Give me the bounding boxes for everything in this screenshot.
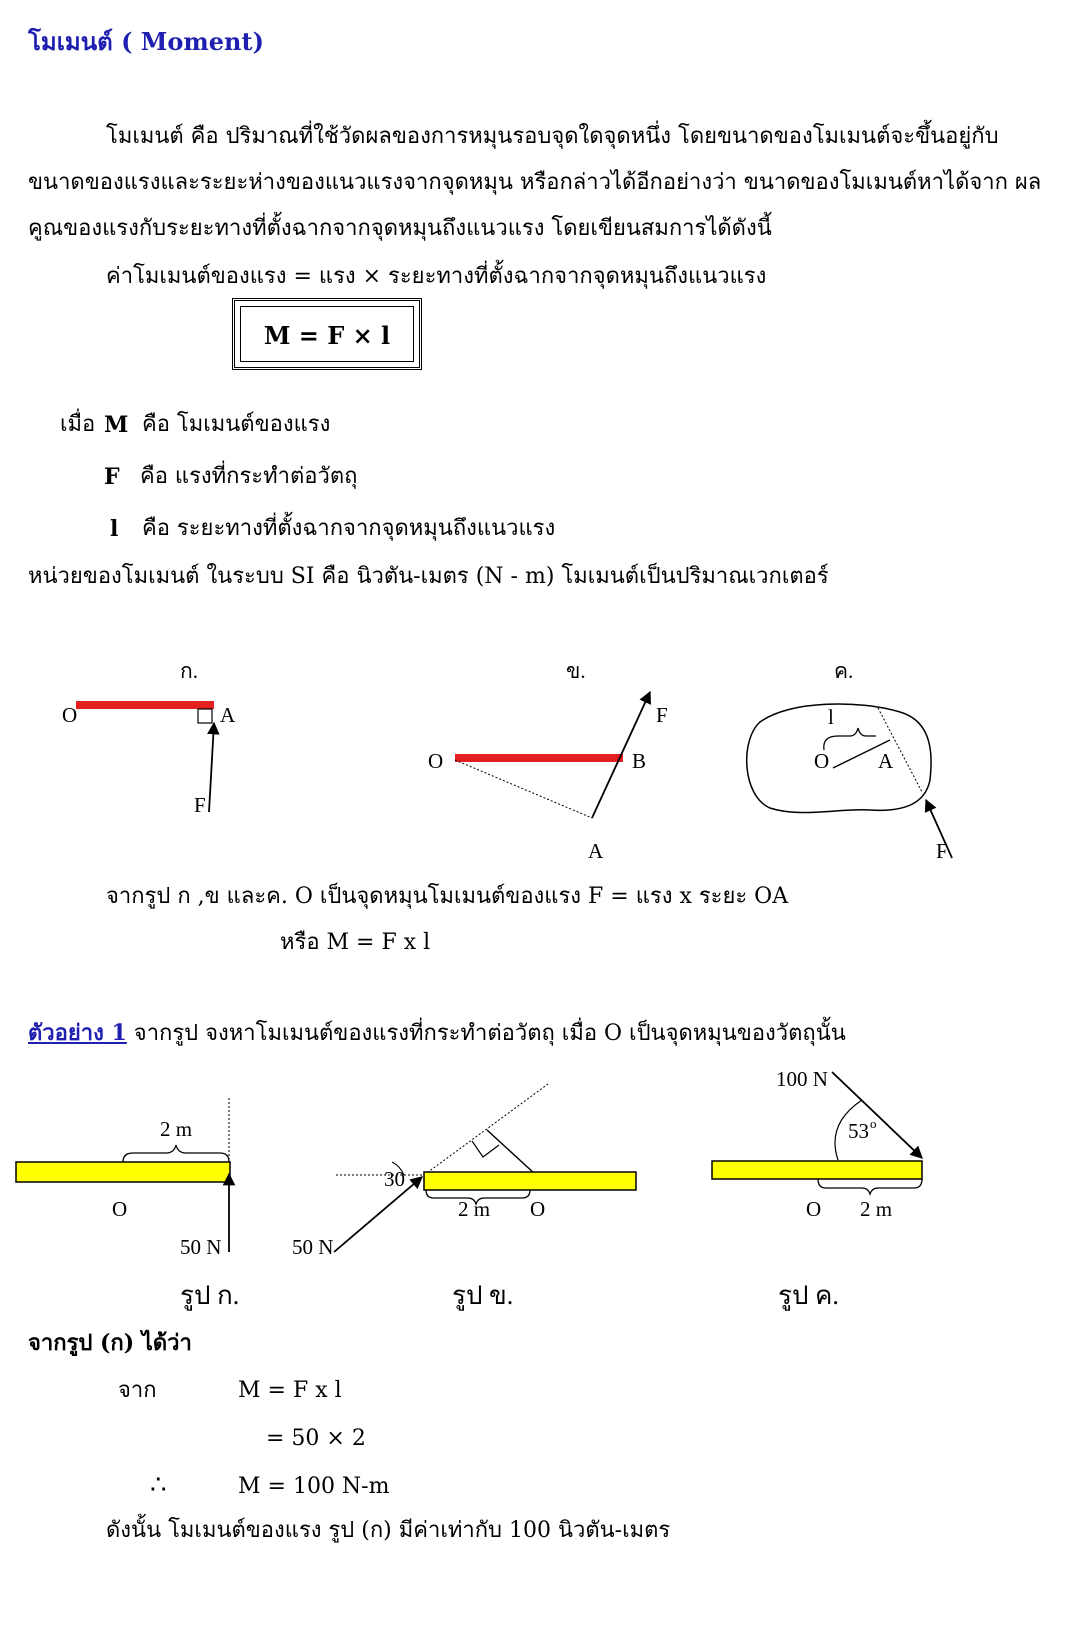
definition-f-symbol: F [104, 464, 120, 490]
example-a-brace [123, 1145, 229, 1162]
diagram-a-right-angle [198, 709, 212, 723]
solution-eq-3: M = 100 N-m [238, 1474, 390, 1499]
example-b-label-o: O [530, 1197, 546, 1221]
example-text: จากรูป จงหาโมเมนต์ของแรงที่กระทำต่อวัตถุ เมื่อ O เป็นจุดหมุนของวัตถุนั้น [126, 1021, 846, 1046]
intro-line-1: โมเมนต์ คือ ปริมาณที่ใช้วัดผลของการหมุนรอบจุดใดจุดหนึ่ง โดยขนาดของโมเมนต์จะขึ้นอยู่กับ [106, 124, 999, 149]
example-b-caption: รูป ข. [452, 1281, 514, 1310]
diagram-b-rod [455, 754, 623, 762]
solution-eq-1: M = F x l [238, 1378, 342, 1403]
diagram-c-caption: ค. [834, 659, 854, 683]
solution-eq-2: = 50 × 2 [266, 1426, 366, 1451]
formula-text: M = F × l [263, 321, 391, 350]
diagram-c-label-f: F [936, 839, 948, 863]
diagram-c-body [747, 704, 931, 813]
page-title: โมเมนต์ ( Moment) [28, 27, 264, 56]
diagram-b-caption: ข. [566, 659, 586, 683]
definition-m-symbol: M [104, 412, 129, 438]
solution-from: จาก [118, 1378, 157, 1403]
diagram-a-rod [76, 701, 214, 709]
example-a-caption: รูป ก. [180, 1281, 240, 1310]
definition-f-text: คือ แรงที่กระทำต่อวัตถุ [140, 464, 358, 489]
diagram-a-label-a: A [220, 703, 236, 727]
example-label: ตัวอย่าง 1 [28, 1020, 127, 1046]
diagram-c-label-l: l [828, 705, 834, 729]
definition-m-text: คือ โมเมนต์ของแรง [142, 412, 331, 437]
example-c-angle: 53 [848, 1119, 869, 1143]
example-diagram-a [16, 1098, 239, 1311]
example-c-bar [712, 1161, 922, 1179]
diagram-b [428, 659, 668, 863]
definition-l-text: คือ ระยะทางที่ตั้งฉากจากจุดหมุนถึงแนวแรง [142, 516, 556, 541]
diagram-a-force-arrow [209, 723, 214, 812]
therefore-symbol: ∴ [150, 1470, 167, 1500]
example-c-force: 100 N [776, 1067, 828, 1091]
example-c-distance: 2 m [860, 1197, 893, 1221]
example-c-degree: o [870, 1116, 877, 1131]
definition-when: เมื่อ [60, 412, 96, 437]
summary-line-2: หรือ M = F x l [280, 930, 431, 955]
example-diagram-b [292, 1084, 636, 1311]
example-c-caption: รูป ค. [778, 1281, 839, 1310]
diagram-a-label-f: F [194, 793, 206, 817]
example-c-label-o: O [806, 1197, 822, 1221]
summary-line-1: จากรูป ก ,ข และค. O เป็นจุดหมุนโมเมนต์ของแรง F = แรง x ระยะ OA [106, 884, 789, 909]
definition-l-symbol: l [110, 516, 119, 542]
example-a-label-o: O [112, 1197, 128, 1221]
example-a-distance: 2 m [160, 1117, 193, 1141]
diagram-c-label-a: A [878, 749, 894, 773]
diagram-a-label-o: O [62, 703, 78, 727]
diagram-a-caption: ก. [180, 659, 198, 683]
diagram-c-brace [824, 728, 876, 750]
diagram-c-label-o: O [814, 749, 830, 773]
example-a-force: 50 N [180, 1235, 222, 1259]
diagram-b-label-b: B [632, 749, 647, 773]
example-b-force-extension [424, 1084, 548, 1175]
example-diagram-c [712, 1067, 922, 1311]
example-b-perpendicular [487, 1130, 535, 1174]
diagram-a [62, 659, 236, 817]
unit-line: หน่วยของโมเมนต์ ในระบบ SI คือ นิวตัน-เมตร (N - m) โมเมนต์เป็นปริมาณเวกเตอร์ [28, 564, 829, 589]
example-b-right-angle [472, 1141, 499, 1157]
diagram-b-label-f: F [656, 703, 668, 727]
example-c-brace [818, 1179, 922, 1194]
example-a-bar [16, 1162, 230, 1182]
diagram-c [747, 659, 952, 863]
example-b-bar [424, 1172, 636, 1190]
solution-conclusion: ดังนั้น โมเมนต์ของแรง รูป (ก) มีค่าเท่ากับ 100 นิวตัน-เมตร [106, 1518, 671, 1543]
intro-line-2: ขนาดของแรงและระยะห่างของแนวแรงจากจุดหมุน หรือกล่าวได้อีกอย่างว่า ขนาดของโมเมนต์หาได้จาก ผล [28, 170, 1042, 195]
solution-heading: จากรูป (ก) ได้ว่า [28, 1330, 192, 1356]
example-b-force: 50 N [292, 1235, 334, 1259]
intro-line-4: ค่าโมเมนต์ของแรง = แรง × ระยะทางที่ตั้งฉากจากจุดหมุนถึงแนวแรง [106, 264, 767, 289]
example-b-force-arrow [334, 1177, 422, 1252]
diagram-b-perpendicular [455, 760, 592, 818]
diagram-b-label-a: A [588, 839, 604, 863]
diagram-b-label-o: O [428, 749, 444, 773]
intro-line-3: คูณของแรงกับระยะทางที่ตั้งฉากจากจุดหมุนถึงแนวแรง โดยเขียนสมการได้ดังนี้ [28, 216, 772, 241]
example-b-distance: 2 m [458, 1197, 491, 1221]
example-b-angle: 30 [384, 1167, 405, 1191]
